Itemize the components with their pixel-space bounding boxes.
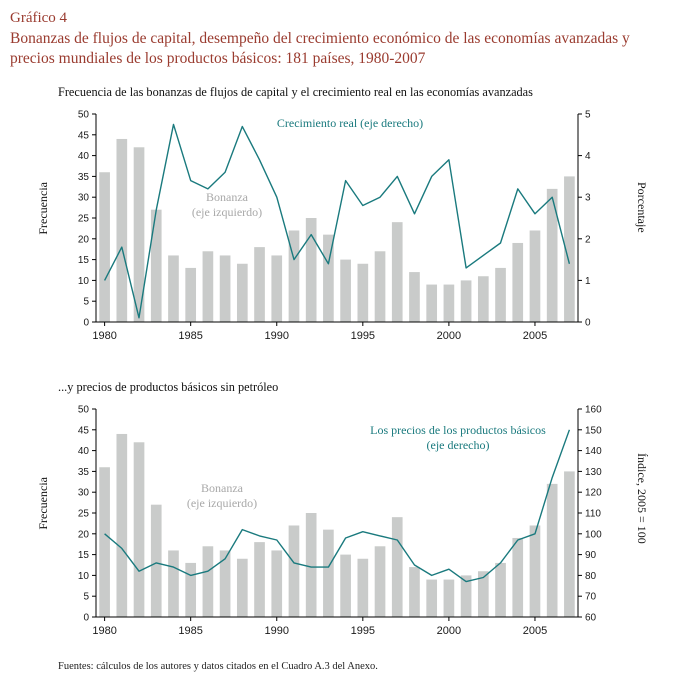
left-tick-label: 25 — [77, 213, 89, 225]
chart2-right-axis-title: Índice, 2005 = 100 — [635, 452, 649, 544]
chart2 — [38, 397, 668, 649]
bar — [271, 255, 282, 322]
bar — [340, 555, 351, 617]
left-tick-label: 0 — [83, 317, 89, 329]
bar — [478, 276, 489, 322]
bar — [444, 284, 455, 321]
bar — [116, 139, 127, 322]
right-tick-label: 0 — [585, 317, 591, 329]
chart1-left-axis-title: Frecuencia — [36, 181, 50, 235]
right-tick-label: 140 — [585, 446, 602, 458]
right-tick-label: 130 — [585, 466, 602, 478]
x-tick-label: 1980 — [92, 329, 117, 342]
figure-label: Gráfico 4 — [10, 10, 68, 26]
bar — [306, 218, 317, 322]
right-tick-label: 4 — [585, 151, 591, 163]
right-tick-label: 120 — [585, 487, 602, 499]
left-tick-label: 10 — [77, 275, 89, 287]
bar — [409, 272, 420, 322]
bar — [271, 550, 282, 617]
left-tick-label: 50 — [77, 404, 89, 416]
chart2-line-series-label — [338, 423, 578, 454]
chart2-left-axis-title: Frecuencia — [36, 476, 50, 530]
left-tick-label: 45 — [77, 130, 89, 142]
left-tick-label: 30 — [77, 487, 89, 499]
bar — [495, 268, 506, 322]
x-tick-label: 2005 — [522, 624, 548, 637]
figure-title: Bonanzas de flujos de capital, desempeño del crecimiento económico de las economías avanzadas y precios mundiales de los productos básicos: 181 países, 1980-2007 — [10, 30, 630, 68]
left-tick-label: 45 — [77, 425, 89, 437]
bar — [426, 284, 437, 321]
right-tick-label: 100 — [585, 529, 602, 541]
right-tick-label: 70 — [585, 591, 597, 603]
left-tick-label: 15 — [77, 255, 89, 267]
x-tick-label: 1990 — [264, 329, 289, 342]
bar — [168, 255, 179, 322]
chart2-bar-series-label — [142, 481, 302, 512]
chart2-line-series-label-line1: Los precios de los productos básicos — [370, 422, 546, 437]
chart1-plot — [54, 102, 620, 354]
chart2-line-series-label-line2: (eje derecho) — [426, 438, 490, 453]
left-tick-label: 0 — [83, 612, 89, 624]
left-tick-label: 10 — [77, 570, 89, 582]
bar — [512, 538, 523, 617]
chart1-right-axis-title: Porcentaje — [635, 181, 649, 233]
right-tick-label: 80 — [585, 570, 597, 582]
bar — [99, 467, 110, 617]
bar — [237, 264, 248, 322]
left-tick-label: 15 — [77, 550, 89, 562]
bar — [289, 525, 300, 617]
bar — [444, 579, 455, 616]
bar — [254, 247, 265, 322]
bar — [323, 530, 334, 617]
bar — [392, 517, 403, 617]
right-tick-label: 90 — [585, 550, 597, 562]
right-tick-label: 150 — [585, 425, 602, 437]
chart2-bar-series-label-line1: Bonanza — [201, 480, 243, 495]
bar — [203, 251, 214, 322]
bar — [426, 579, 437, 616]
bar — [547, 484, 558, 617]
bar — [357, 264, 368, 322]
left-tick-label: 5 — [83, 296, 89, 308]
x-tick-label: 1980 — [92, 624, 117, 637]
bar — [392, 222, 403, 322]
x-tick-label: 1985 — [178, 624, 203, 637]
bar — [306, 513, 317, 617]
chart1-subtitle: Frecuencia de las bonanzas de flujos de capital y el crecimiento real en las economías avanzadas — [58, 84, 533, 99]
right-tick-label: 60 — [585, 612, 597, 624]
bar — [99, 172, 110, 322]
chart1-bar-series-label-line2: (eje izquierdo) — [191, 205, 263, 220]
bar — [530, 525, 541, 617]
x-tick-label: 1995 — [350, 624, 376, 637]
x-tick-label: 2000 — [436, 329, 462, 342]
bar — [409, 567, 420, 617]
left-tick-label: 20 — [77, 234, 89, 246]
x-tick-label: 2005 — [522, 329, 548, 342]
bar — [220, 255, 231, 322]
bar — [340, 260, 351, 322]
bar — [203, 546, 214, 617]
chart1-bar-series-label — [147, 190, 307, 221]
bar — [512, 243, 523, 322]
right-tick-label: 110 — [585, 508, 601, 520]
x-tick-label: 1990 — [264, 624, 289, 637]
source-note: Fuentes: cálculos de los autores y datos citados en el Cuadro A.3 del Anexo. — [58, 660, 378, 672]
bar — [168, 550, 179, 617]
chart2-bar-series-label-line2: (eje izquierdo) — [186, 496, 258, 511]
bar — [116, 434, 127, 617]
bar — [564, 471, 575, 617]
bar — [375, 251, 386, 322]
left-tick-label: 35 — [77, 171, 89, 183]
left-tick-label: 5 — [83, 591, 89, 603]
bar — [237, 559, 248, 617]
chart2-subtitle: ...y precios de productos básicos sin petróleo — [58, 379, 279, 394]
x-tick-label: 2000 — [436, 624, 462, 637]
bar — [375, 546, 386, 617]
bar — [134, 442, 145, 617]
left-tick-label: 40 — [77, 446, 89, 458]
bar — [185, 563, 196, 617]
bar — [461, 280, 472, 322]
right-tick-label: 1 — [585, 275, 591, 287]
right-tick-label: 2 — [585, 234, 591, 246]
left-tick-label: 40 — [77, 151, 89, 163]
right-tick-label: 5 — [585, 109, 591, 121]
bar — [254, 542, 265, 617]
bar — [357, 559, 368, 617]
left-tick-label: 20 — [77, 529, 89, 541]
bar — [495, 563, 506, 617]
chart1-line-series-label-text: Crecimiento real (eje derecho) — [276, 115, 424, 130]
x-tick-label: 1995 — [350, 329, 376, 342]
bar — [530, 230, 541, 322]
bar — [151, 210, 162, 322]
right-tick-label: 160 — [585, 404, 602, 416]
bar — [185, 268, 196, 322]
left-tick-label: 30 — [77, 192, 89, 204]
x-tick-label: 1985 — [178, 329, 203, 342]
chart1-bar-series-label-line1: Bonanza — [206, 189, 248, 204]
left-tick-label: 25 — [77, 508, 89, 520]
bar — [220, 550, 231, 617]
left-tick-label: 35 — [77, 466, 89, 478]
left-tick-label: 50 — [77, 109, 89, 121]
chart1-line-series-label — [230, 116, 470, 131]
chart1 — [38, 102, 668, 354]
bar — [151, 505, 162, 617]
right-tick-label: 3 — [585, 192, 591, 204]
